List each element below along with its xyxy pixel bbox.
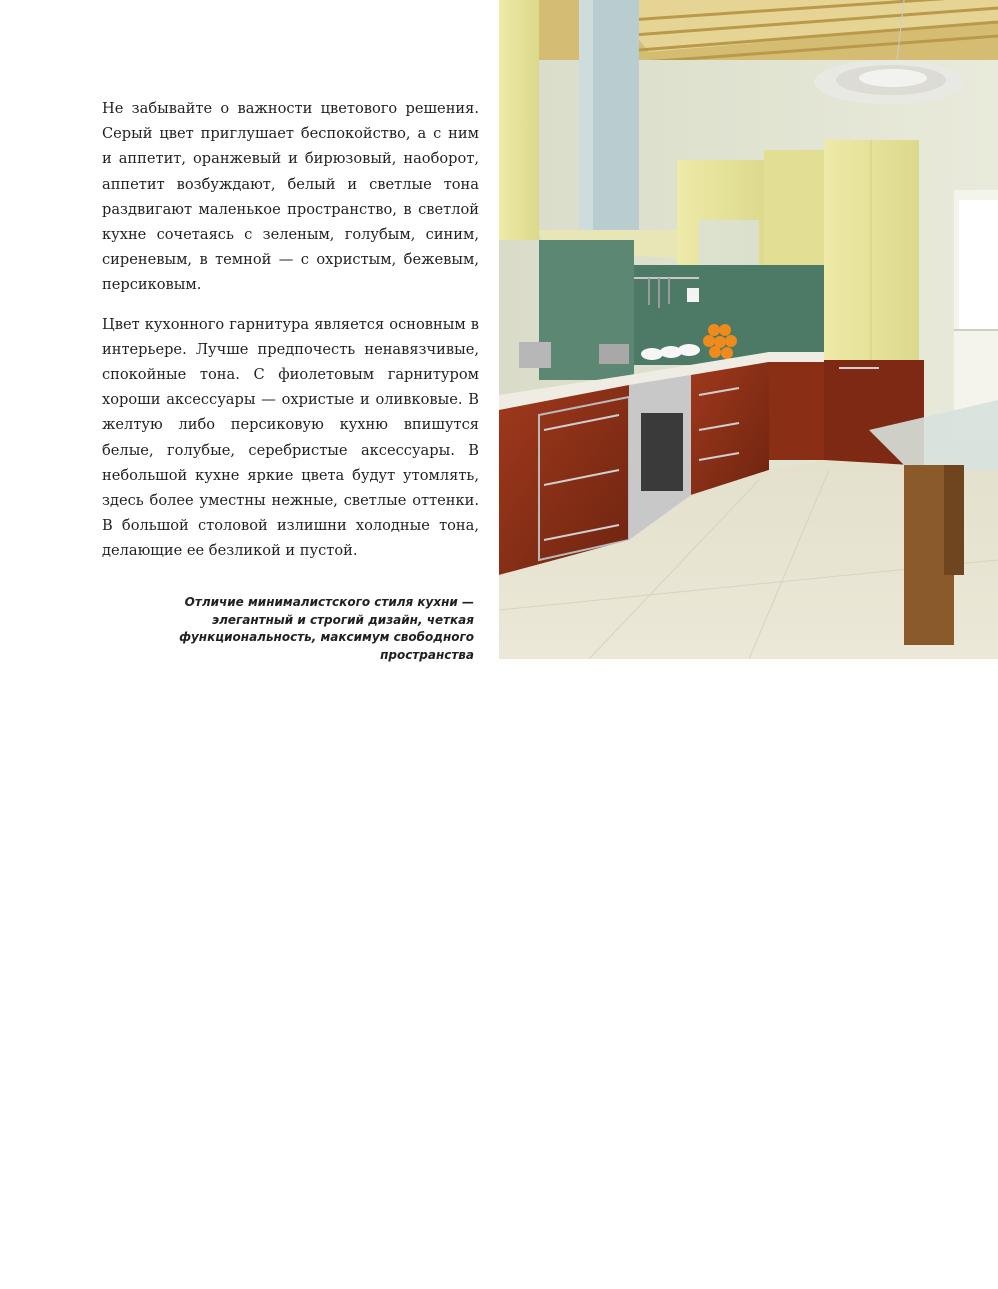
photo-caption: Отличие минималистского стиля кухни — элегантный и строгий дизайн, четкая функциональность, максимум свободного пространства [179,595,474,662]
article-text [102,96,479,578]
paragraph-2: Цвет кухонного гарнитура является основным в интерьере. Лучше предпочесть ненавязчивые, спокойные тона. С фиолетовым гарнитуром хороши аксессуары — охристые и оливковые. В желтую либо персиковую кухню впишутся белые, голубые, серебристые аксессуары. В небольшой кухне яркие цвета будут утомлять, здесь более уместны нежные, светлые оттенки. В большой столовой излишни холодные тона, делающие ее безликой и пустой. [102,315,479,560]
paragraph-1: Не забывайте о важности цветового решения. Серый цвет приглушает беспокойство, а с ним и аппетит, оранжевый и бирюзовый, наоборот, аппетит возбуждают, белый и светлые тона раздвигают маленькое пространство, в светлой кухне сочетаясь с зеленым, голубым, синим, сиреневым, в темной — с охристым, бежевым, персиковым. [102,100,479,294]
kitchen-photo [499,0,998,659]
